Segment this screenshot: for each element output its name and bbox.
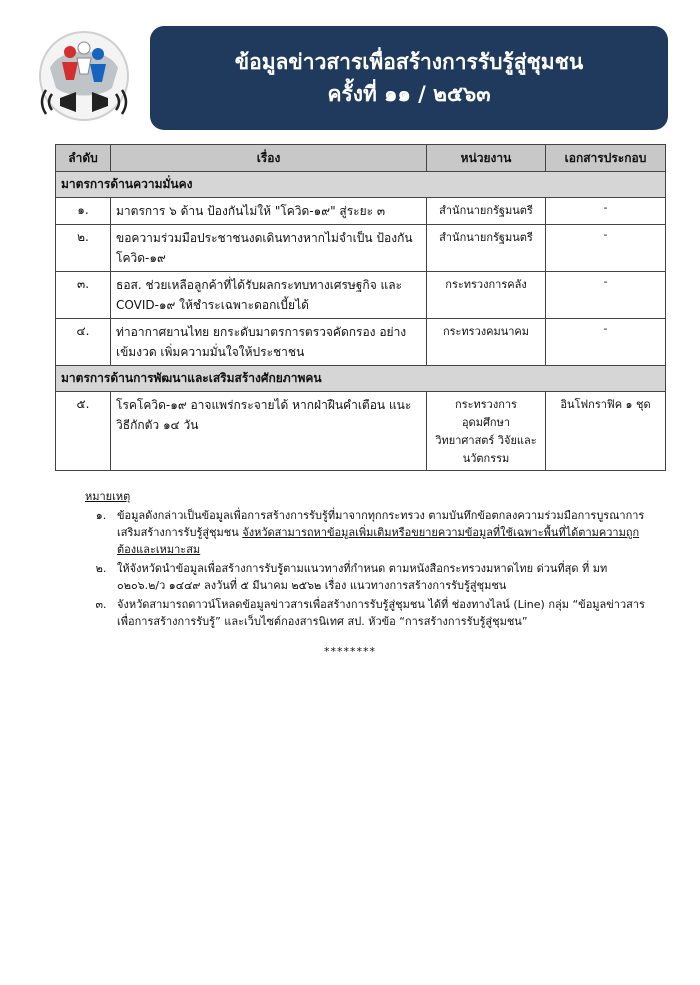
table-row bbox=[56, 392, 666, 471]
col-header-agency: หน่วยงาน bbox=[427, 145, 546, 172]
notes-title: หมายเหตุ bbox=[85, 490, 131, 503]
issue-number: ครั้งที่ ๑๑ / ๒๕๖๓ bbox=[327, 82, 491, 106]
notes-section bbox=[85, 488, 645, 632]
section-security: มาตรการด้านความมั่นคง bbox=[56, 172, 666, 198]
note-number: ๒. bbox=[95, 562, 107, 575]
table-row bbox=[56, 272, 666, 319]
row-document: - bbox=[546, 319, 666, 366]
table-header-row bbox=[56, 145, 666, 172]
section-row bbox=[56, 366, 666, 392]
notes-list bbox=[85, 507, 645, 630]
table-row bbox=[56, 198, 666, 225]
note-1-underlined: จังหวัดสามารถหาข้อมูลเพิ่มเติมหรือขยายความข้อมูลที่ใช้เฉพาะพื้นที่ได้ตามความถูกต้องและเหมาะสม bbox=[117, 526, 640, 556]
section-row bbox=[56, 172, 666, 198]
row-subject: มาตรการ ๖ ด้าน ป้องกันไม่ให้ "โควิด-๑๙" สู่ระยะ ๓ bbox=[111, 198, 427, 225]
col-header-document: เอกสารประกอบ bbox=[546, 145, 666, 172]
col-header-no: ลำดับ bbox=[56, 145, 111, 172]
row-number: ๔. bbox=[56, 319, 111, 366]
row-number: ๑. bbox=[56, 198, 111, 225]
row-document: - bbox=[546, 198, 666, 225]
note-3-text: จังหวัดสามารถดาวน์โหลดข้อมูลข่าวสารเพื่อสร้างการรับรู้สู่ชุมชน ได้ที่ ช่องทางไลน์ (Line) กลุ่ม “ข้อมูลข่าวสารเพื่อการสร้างการรับรู้” และเว็บไซต์กองสารนิเทศ สป. หัวข้อ “การสร้างการรับรู้สู่ชุมชน” bbox=[117, 598, 645, 628]
note-text bbox=[117, 507, 645, 558]
col-header-subject: เรื่อง bbox=[111, 145, 427, 172]
row-agency: กระทรวงการ อุดมศึกษา วิทยาศาสตร์ วิจัยและ นวัตกรรม bbox=[427, 392, 546, 471]
row-document: อินโฟกราฟิค ๑ ชุด bbox=[546, 392, 666, 471]
row-subject: ขอความร่วมมือประชาชนงดเดินทางหากไม่จำเป็น ป้องกันโควิด-๑๙ bbox=[111, 225, 427, 272]
row-subject: ท่าอากาศยานไทย ยกระดับมาตรการตรวจคัดกรอง อย่างเข้มงวด เพิ่มความมั่นใจให้ประชาชน bbox=[111, 319, 427, 366]
row-agency: สำนักนายกรัฐมนตรี bbox=[427, 198, 546, 225]
note-item bbox=[85, 596, 645, 630]
note-item bbox=[85, 560, 645, 594]
news-table bbox=[55, 144, 666, 471]
table-row bbox=[56, 319, 666, 366]
row-number: ๓. bbox=[56, 272, 111, 319]
community-logo bbox=[30, 28, 138, 128]
section-human-development: มาตรการด้านการพัฒนาและเสริมสร้างศักยภาพคน bbox=[56, 366, 666, 392]
row-document: - bbox=[546, 272, 666, 319]
note-item bbox=[85, 507, 645, 558]
row-number: ๕. bbox=[56, 392, 111, 471]
row-document: - bbox=[546, 225, 666, 272]
row-number: ๒. bbox=[56, 225, 111, 272]
title-banner bbox=[150, 26, 668, 130]
note-number: ๑. bbox=[95, 509, 107, 522]
row-agency: กระทรวงการคลัง bbox=[427, 272, 546, 319]
row-subject: ธอส. ช่วยเหลือลูกค้าที่ได้รับผลกระทบทางเศรษฐกิจ และ COVID-๑๙ ให้ชำระเฉพาะดอกเบี้ยได้ bbox=[111, 272, 427, 319]
row-agency: สำนักนายกรัฐมนตรี bbox=[427, 225, 546, 272]
row-subject: โรคโควิด-๑๙ อาจแพร่กระจายได้ หากฝ่าฝืนคำเตือน แนะวิธีกักตัว ๑๔ วัน bbox=[111, 392, 427, 471]
row-agency: กระทรวงคมนาคม bbox=[427, 319, 546, 366]
note-number: ๓. bbox=[95, 598, 107, 611]
note-2-text: ให้จังหวัดนำข้อมูลเพื่อสร้างการรับรู้ตามแนวทางที่กำหนด ตามหนังสือกระทรวงมหาดไทย ด่วนที่สุด ที่ มท ๐๒๐๖.๒/ว ๑๔๔๙ ลงวันที่ ๕ มีนาคม ๒๕๖๒ เรื่อง แนวทางการสร้างการรับรู้สู่ชุมชน bbox=[117, 562, 608, 592]
page-title: ข้อมูลข่าวสารเพื่อสร้างการรับรู้สู่ชุมชน bbox=[234, 50, 584, 74]
end-marker: ******** bbox=[324, 645, 376, 658]
note-1-text: ข้อมูลดังกล่าวเป็นข้อมูลเพื่อการสร้างการรับรู้ที่มาจากทุกกระทรวง ตามบันทึกข้อตกลงความร่วมมือการบูรณาการเสริมสร้างการรับรู้สู่ชุมชน bbox=[117, 509, 645, 539]
table-row bbox=[56, 225, 666, 272]
